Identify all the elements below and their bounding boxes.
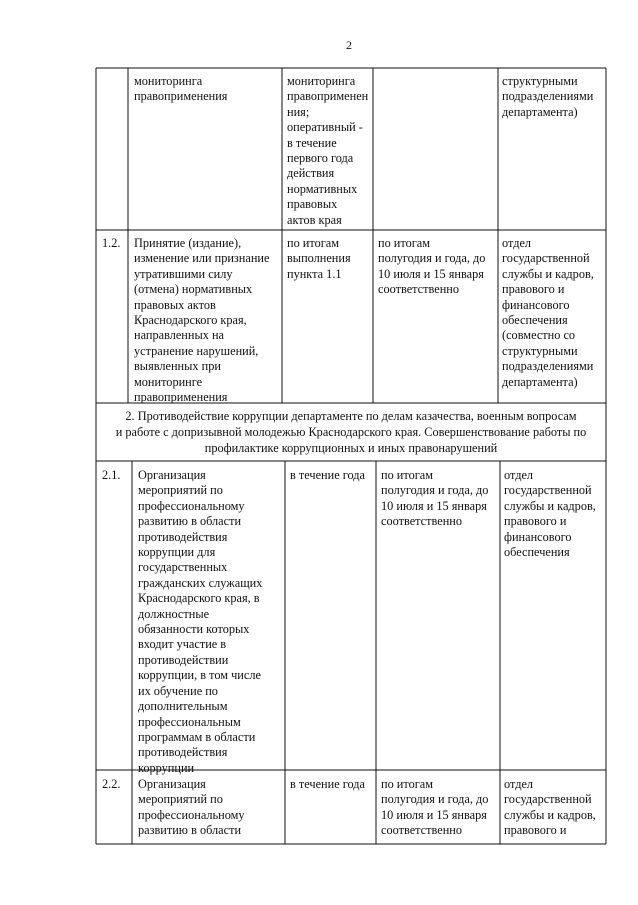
cell-line: Принятие (издание), (134, 236, 242, 250)
cell-line: выявленных при (134, 359, 221, 374)
cell-line: обеспечения (504, 545, 570, 560)
cell-line: входит участие в (138, 637, 227, 652)
cell-line: государственной (504, 483, 592, 498)
cell-line: противодействия (138, 745, 228, 760)
row-2-term (290, 468, 365, 483)
cell-line: выполнения (287, 251, 351, 266)
row-2-responsible (504, 468, 596, 560)
cell-line: финансового (502, 297, 570, 312)
row-1-report (378, 236, 485, 298)
cell-line: в течение года (290, 777, 365, 791)
cell-line: правоприменен (287, 89, 369, 104)
cell-line: утратившими силу (134, 266, 233, 281)
cell-line: мониторинга (134, 74, 203, 88)
row-3-term (290, 777, 365, 792)
cell-line: правовых (287, 197, 338, 212)
row-3-report (381, 777, 488, 839)
cell-line: дополнительным (138, 699, 228, 714)
cell-line: подразделениями (502, 359, 594, 374)
cell-line: по итогам (381, 468, 434, 482)
cell-line: в течение года (290, 468, 365, 482)
cell-line: 10 июля и 15 января (381, 498, 487, 513)
cell-line: финансового (504, 529, 572, 544)
cell-line: 10 июля и 15 января (378, 266, 484, 281)
cell-line: устранение нарушений, (134, 343, 259, 358)
cell-line: программам в области (138, 729, 256, 744)
cell-line: мониторинге (134, 374, 203, 389)
row-3-responsible (504, 777, 596, 839)
cell-line: ния; (287, 104, 310, 119)
row-3-name (138, 777, 245, 839)
cell-line: соответственно (381, 514, 463, 529)
cell-line: правоприменения (134, 89, 228, 104)
cell-line: в течение (287, 135, 337, 150)
row-1-term (287, 236, 351, 282)
cell-line: мониторинга (287, 74, 356, 88)
cell-line: структурными (502, 343, 578, 358)
cell-line: профессиональному (138, 807, 245, 822)
cell-line: 10 июля и 15 января (381, 807, 487, 822)
cell-line: актов края (287, 212, 342, 227)
cell-line: соответственно (378, 282, 460, 297)
cell-line: полугодия и года, до (378, 251, 486, 266)
cell-line: профессиональным (138, 714, 241, 729)
cell-line: коррупции для (138, 545, 216, 560)
section-heading-line: 2. Противодействие коррупции департаменте по делам казачества, военным вопросам (125, 409, 577, 423)
row-0-responsible (502, 74, 593, 120)
cell-line: правоприменения (134, 390, 228, 405)
cell-line: Краснодарского края, (134, 313, 247, 328)
cell-line: полугодия и года, до (381, 483, 489, 498)
cell-line: правового и (502, 282, 565, 297)
cell-line: структурными (502, 74, 578, 88)
cell-line: (отмена) нормативных (134, 282, 253, 297)
cell-line: службы и кадров, (504, 498, 596, 513)
cell-line: департамента) (502, 374, 578, 389)
cell-line: их обучение по (138, 683, 218, 698)
cell-line: (совместно со (502, 328, 576, 343)
row-1-responsible (502, 236, 594, 390)
section-heading-line: и работе с допризывной молодежью Краснодарского края. Совершенствование работы по (115, 425, 587, 439)
cell-line: департамента) (502, 104, 578, 119)
cell-line: правового и (504, 823, 567, 838)
row-2-num: 2.1. (102, 468, 121, 482)
cell-line: противодействия (138, 529, 228, 544)
cell-line: по итогам (287, 236, 340, 250)
row-0-name (134, 74, 227, 105)
cell-line: правовых актов (134, 297, 216, 312)
page-number: 2 (346, 38, 352, 52)
cell-line: государственной (502, 251, 590, 266)
cell-line: оперативный - (287, 120, 363, 135)
cell-line: действия (287, 166, 335, 181)
cell-line: изменение или признание (134, 251, 270, 266)
cell-line: соответственно (381, 823, 463, 838)
cell-line: правового и (504, 514, 567, 529)
cell-line: подразделениями (502, 89, 594, 104)
cell-line: коррупции (138, 760, 195, 775)
cell-line: профессиональному (138, 498, 245, 513)
row-1-name (134, 236, 269, 405)
cell-line: обязанности которых (138, 622, 250, 637)
cell-line: нормативных (287, 181, 358, 196)
cell-line: направленных на (134, 328, 224, 343)
cell-line: первого года (287, 151, 354, 166)
cell-line: Организация (138, 468, 206, 482)
cell-line: противодействии (138, 652, 229, 667)
cell-line: государственной (504, 792, 592, 807)
cell-line: по итогам (378, 236, 431, 250)
cell-line: коррупции, в том числе (138, 668, 261, 683)
row-1-num: 1.2. (102, 236, 121, 250)
cell-line: отдел (502, 236, 532, 250)
cell-line: мероприятий по (138, 792, 223, 807)
cell-line: гражданских служащих (138, 575, 263, 590)
cell-line: мероприятий по (138, 483, 223, 498)
section-heading (96, 408, 606, 456)
cell-line: государственных (138, 560, 228, 575)
cell-line: пункта 1.1 (287, 266, 342, 281)
cell-line: службы и кадров, (502, 266, 594, 281)
cell-line: должностные (138, 606, 210, 621)
row-2-name (138, 468, 262, 776)
row-0-term (287, 74, 368, 228)
cell-line: отдел (504, 468, 534, 482)
row-2-report (381, 468, 488, 530)
cell-line: развитию в области (138, 514, 242, 529)
cell-line: развитию в области (138, 823, 242, 838)
row-3-num: 2.2. (102, 777, 121, 791)
cell-line: Организация (138, 777, 206, 791)
cell-line: полугодия и года, до (381, 792, 489, 807)
cell-line: по итогам (381, 777, 434, 791)
section-heading-line: профилактике коррупционных и иных правонарушений (204, 441, 498, 455)
cell-line: службы и кадров, (504, 807, 596, 822)
cell-line: обеспечения (502, 313, 568, 328)
cell-line: отдел (504, 777, 534, 791)
cell-line: Краснодарского края, в (138, 591, 260, 606)
